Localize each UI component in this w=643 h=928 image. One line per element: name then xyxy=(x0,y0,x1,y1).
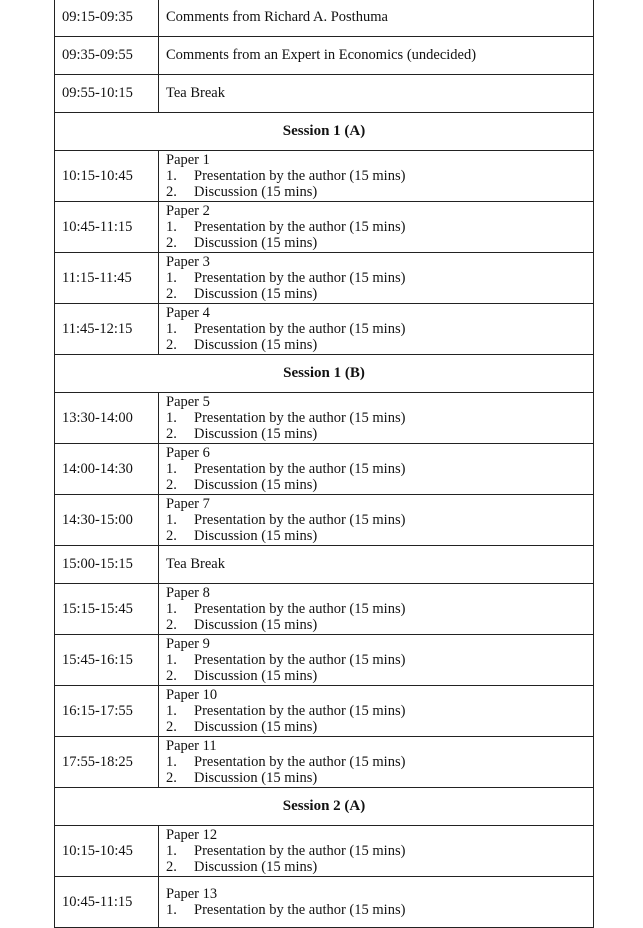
item-number: 1. xyxy=(166,218,177,235)
time-slot: 09:55-10:15 xyxy=(55,75,159,113)
time-slot: 11:45-12:15 xyxy=(55,304,159,355)
item-text: Discussion (15 mins) xyxy=(194,859,318,875)
item-number: 1. xyxy=(166,511,177,528)
paper-title: Paper 6 xyxy=(166,444,210,461)
item-number: 1. xyxy=(166,600,177,617)
paper-row xyxy=(55,151,594,202)
paper-title: Paper 1 xyxy=(166,151,210,168)
item-number: 2. xyxy=(166,719,177,735)
item-text: Discussion (15 mins) xyxy=(194,235,318,251)
item-text: Presentation by the author (15 mins) xyxy=(194,409,406,426)
time-slot: 10:15-10:45 xyxy=(55,826,159,877)
time-slot: 15:45-16:15 xyxy=(55,635,159,686)
agenda-item xyxy=(166,270,593,287)
item-text: Discussion (15 mins) xyxy=(194,719,318,735)
item-text: Discussion (15 mins) xyxy=(194,477,318,493)
item-number: 2. xyxy=(166,859,177,875)
paper-details xyxy=(159,151,594,202)
event-description: Comments from an Expert in Economics (undecided) xyxy=(159,37,594,75)
item-number: 2. xyxy=(166,184,177,200)
item-number: 1. xyxy=(166,702,177,719)
time-slot: 15:00-15:15 xyxy=(55,546,159,584)
item-text: Presentation by the author (15 mins) xyxy=(194,901,406,918)
session-header-row xyxy=(55,113,594,151)
paper-title: Paper 3 xyxy=(166,253,210,270)
time-slot: 10:15-10:45 xyxy=(55,151,159,202)
paper-details xyxy=(159,584,594,635)
paper-row xyxy=(55,202,594,253)
paper-title: Paper 10 xyxy=(166,686,218,703)
time-slot: 15:15-15:45 xyxy=(55,584,159,635)
paper-title: Paper 2 xyxy=(166,202,210,219)
agenda-item xyxy=(166,668,593,685)
item-text: Presentation by the author (15 mins) xyxy=(194,842,406,859)
item-number: 1. xyxy=(166,460,177,477)
agenda-item xyxy=(166,719,593,736)
paper-title: Paper 13 xyxy=(166,885,218,902)
paper-details xyxy=(159,877,594,928)
agenda-item xyxy=(166,859,593,876)
agenda-item xyxy=(166,902,593,919)
agenda-item xyxy=(166,652,593,669)
agenda-item xyxy=(166,410,593,427)
paper-details xyxy=(159,495,594,546)
item-text: Presentation by the author (15 mins) xyxy=(194,753,406,770)
item-number: 1. xyxy=(166,901,177,918)
paper-title: Paper 12 xyxy=(166,826,218,843)
schedule-row xyxy=(55,546,594,584)
paper-row xyxy=(55,635,594,686)
schedule-row xyxy=(55,75,594,113)
item-number: 2. xyxy=(166,528,177,544)
time-slot: 09:15-09:35 xyxy=(55,0,159,37)
session-title: Session 2 (A) xyxy=(55,788,594,826)
event-description: Comments from Richard A. Posthuma xyxy=(159,0,594,37)
item-number: 2. xyxy=(166,477,177,493)
agenda-item xyxy=(166,843,593,860)
schedule-table xyxy=(54,0,594,928)
paper-details xyxy=(159,253,594,304)
paper-row xyxy=(55,444,594,495)
paper-title: Paper 8 xyxy=(166,584,210,601)
item-number: 2. xyxy=(166,668,177,684)
item-text: Discussion (15 mins) xyxy=(194,528,318,544)
item-text: Presentation by the author (15 mins) xyxy=(194,651,406,668)
paper-title: Paper 9 xyxy=(166,635,210,652)
agenda-item xyxy=(166,235,593,252)
event-description: Tea Break xyxy=(159,546,594,584)
agenda-item xyxy=(166,528,593,545)
item-number: 1. xyxy=(166,651,177,668)
time-slot: 14:30-15:00 xyxy=(55,495,159,546)
item-text: Presentation by the author (15 mins) xyxy=(194,460,406,477)
item-text: Discussion (15 mins) xyxy=(194,286,318,302)
paper-title: Paper 11 xyxy=(166,737,217,754)
time-slot: 17:55-18:25 xyxy=(55,737,159,788)
item-number: 2. xyxy=(166,286,177,302)
paper-row xyxy=(55,686,594,737)
time-slot: 16:15-17:55 xyxy=(55,686,159,737)
paper-row xyxy=(55,877,594,928)
item-text: Discussion (15 mins) xyxy=(194,617,318,633)
session-title: Session 1 (A) xyxy=(55,113,594,151)
item-text: Presentation by the author (15 mins) xyxy=(194,218,406,235)
time-slot: 11:15-11:45 xyxy=(55,253,159,304)
session-header-row xyxy=(55,788,594,826)
agenda-item xyxy=(166,286,593,303)
paper-details xyxy=(159,826,594,877)
item-text: Presentation by the author (15 mins) xyxy=(194,511,406,528)
agenda-item xyxy=(166,703,593,720)
item-text: Presentation by the author (15 mins) xyxy=(194,269,406,286)
item-number: 2. xyxy=(166,770,177,786)
paper-details xyxy=(159,304,594,355)
item-text: Discussion (15 mins) xyxy=(194,770,318,786)
schedule-row xyxy=(55,37,594,75)
item-text: Discussion (15 mins) xyxy=(194,426,318,442)
item-text: Presentation by the author (15 mins) xyxy=(194,702,406,719)
paper-row xyxy=(55,393,594,444)
item-number: 2. xyxy=(166,426,177,442)
time-slot: 09:35-09:55 xyxy=(55,37,159,75)
agenda-item xyxy=(166,617,593,634)
paper-row xyxy=(55,253,594,304)
agenda-item xyxy=(166,512,593,529)
item-text: Discussion (15 mins) xyxy=(194,337,318,353)
time-slot: 10:45-11:15 xyxy=(55,877,159,928)
item-number: 1. xyxy=(166,320,177,337)
agenda-item xyxy=(166,184,593,201)
paper-row xyxy=(55,584,594,635)
agenda-item xyxy=(166,168,593,185)
agenda-item xyxy=(166,770,593,787)
paper-details xyxy=(159,686,594,737)
agenda-item xyxy=(166,337,593,354)
paper-row xyxy=(55,495,594,546)
paper-title: Paper 5 xyxy=(166,393,210,410)
paper-row xyxy=(55,304,594,355)
paper-details xyxy=(159,635,594,686)
agenda-item xyxy=(166,477,593,494)
paper-details xyxy=(159,393,594,444)
paper-title: Paper 7 xyxy=(166,495,210,512)
paper-title: Paper 4 xyxy=(166,304,210,321)
agenda-item xyxy=(166,426,593,443)
item-text: Presentation by the author (15 mins) xyxy=(194,167,406,184)
schedule-body xyxy=(55,0,594,928)
event-description: Tea Break xyxy=(159,75,594,113)
item-text: Discussion (15 mins) xyxy=(194,184,318,200)
item-text: Presentation by the author (15 mins) xyxy=(194,600,406,617)
agenda-item xyxy=(166,219,593,236)
schedule-row xyxy=(55,0,594,37)
agenda-item xyxy=(166,754,593,771)
paper-row xyxy=(55,737,594,788)
time-slot: 13:30-14:00 xyxy=(55,393,159,444)
session-title: Session 1 (B) xyxy=(55,355,594,393)
agenda-item xyxy=(166,321,593,338)
item-text: Presentation by the author (15 mins) xyxy=(194,320,406,337)
item-number: 1. xyxy=(166,842,177,859)
paper-row xyxy=(55,826,594,877)
agenda-item xyxy=(166,601,593,618)
time-slot: 10:45-11:15 xyxy=(55,202,159,253)
time-slot: 14:00-14:30 xyxy=(55,444,159,495)
item-number: 2. xyxy=(166,337,177,353)
item-number: 1. xyxy=(166,753,177,770)
session-header-row xyxy=(55,355,594,393)
agenda-item xyxy=(166,461,593,478)
item-number: 1. xyxy=(166,269,177,286)
item-number: 1. xyxy=(166,167,177,184)
item-number: 1. xyxy=(166,409,177,426)
paper-details xyxy=(159,202,594,253)
item-number: 2. xyxy=(166,617,177,633)
item-number: 2. xyxy=(166,235,177,251)
paper-details xyxy=(159,737,594,788)
paper-details xyxy=(159,444,594,495)
item-text: Discussion (15 mins) xyxy=(194,668,318,684)
